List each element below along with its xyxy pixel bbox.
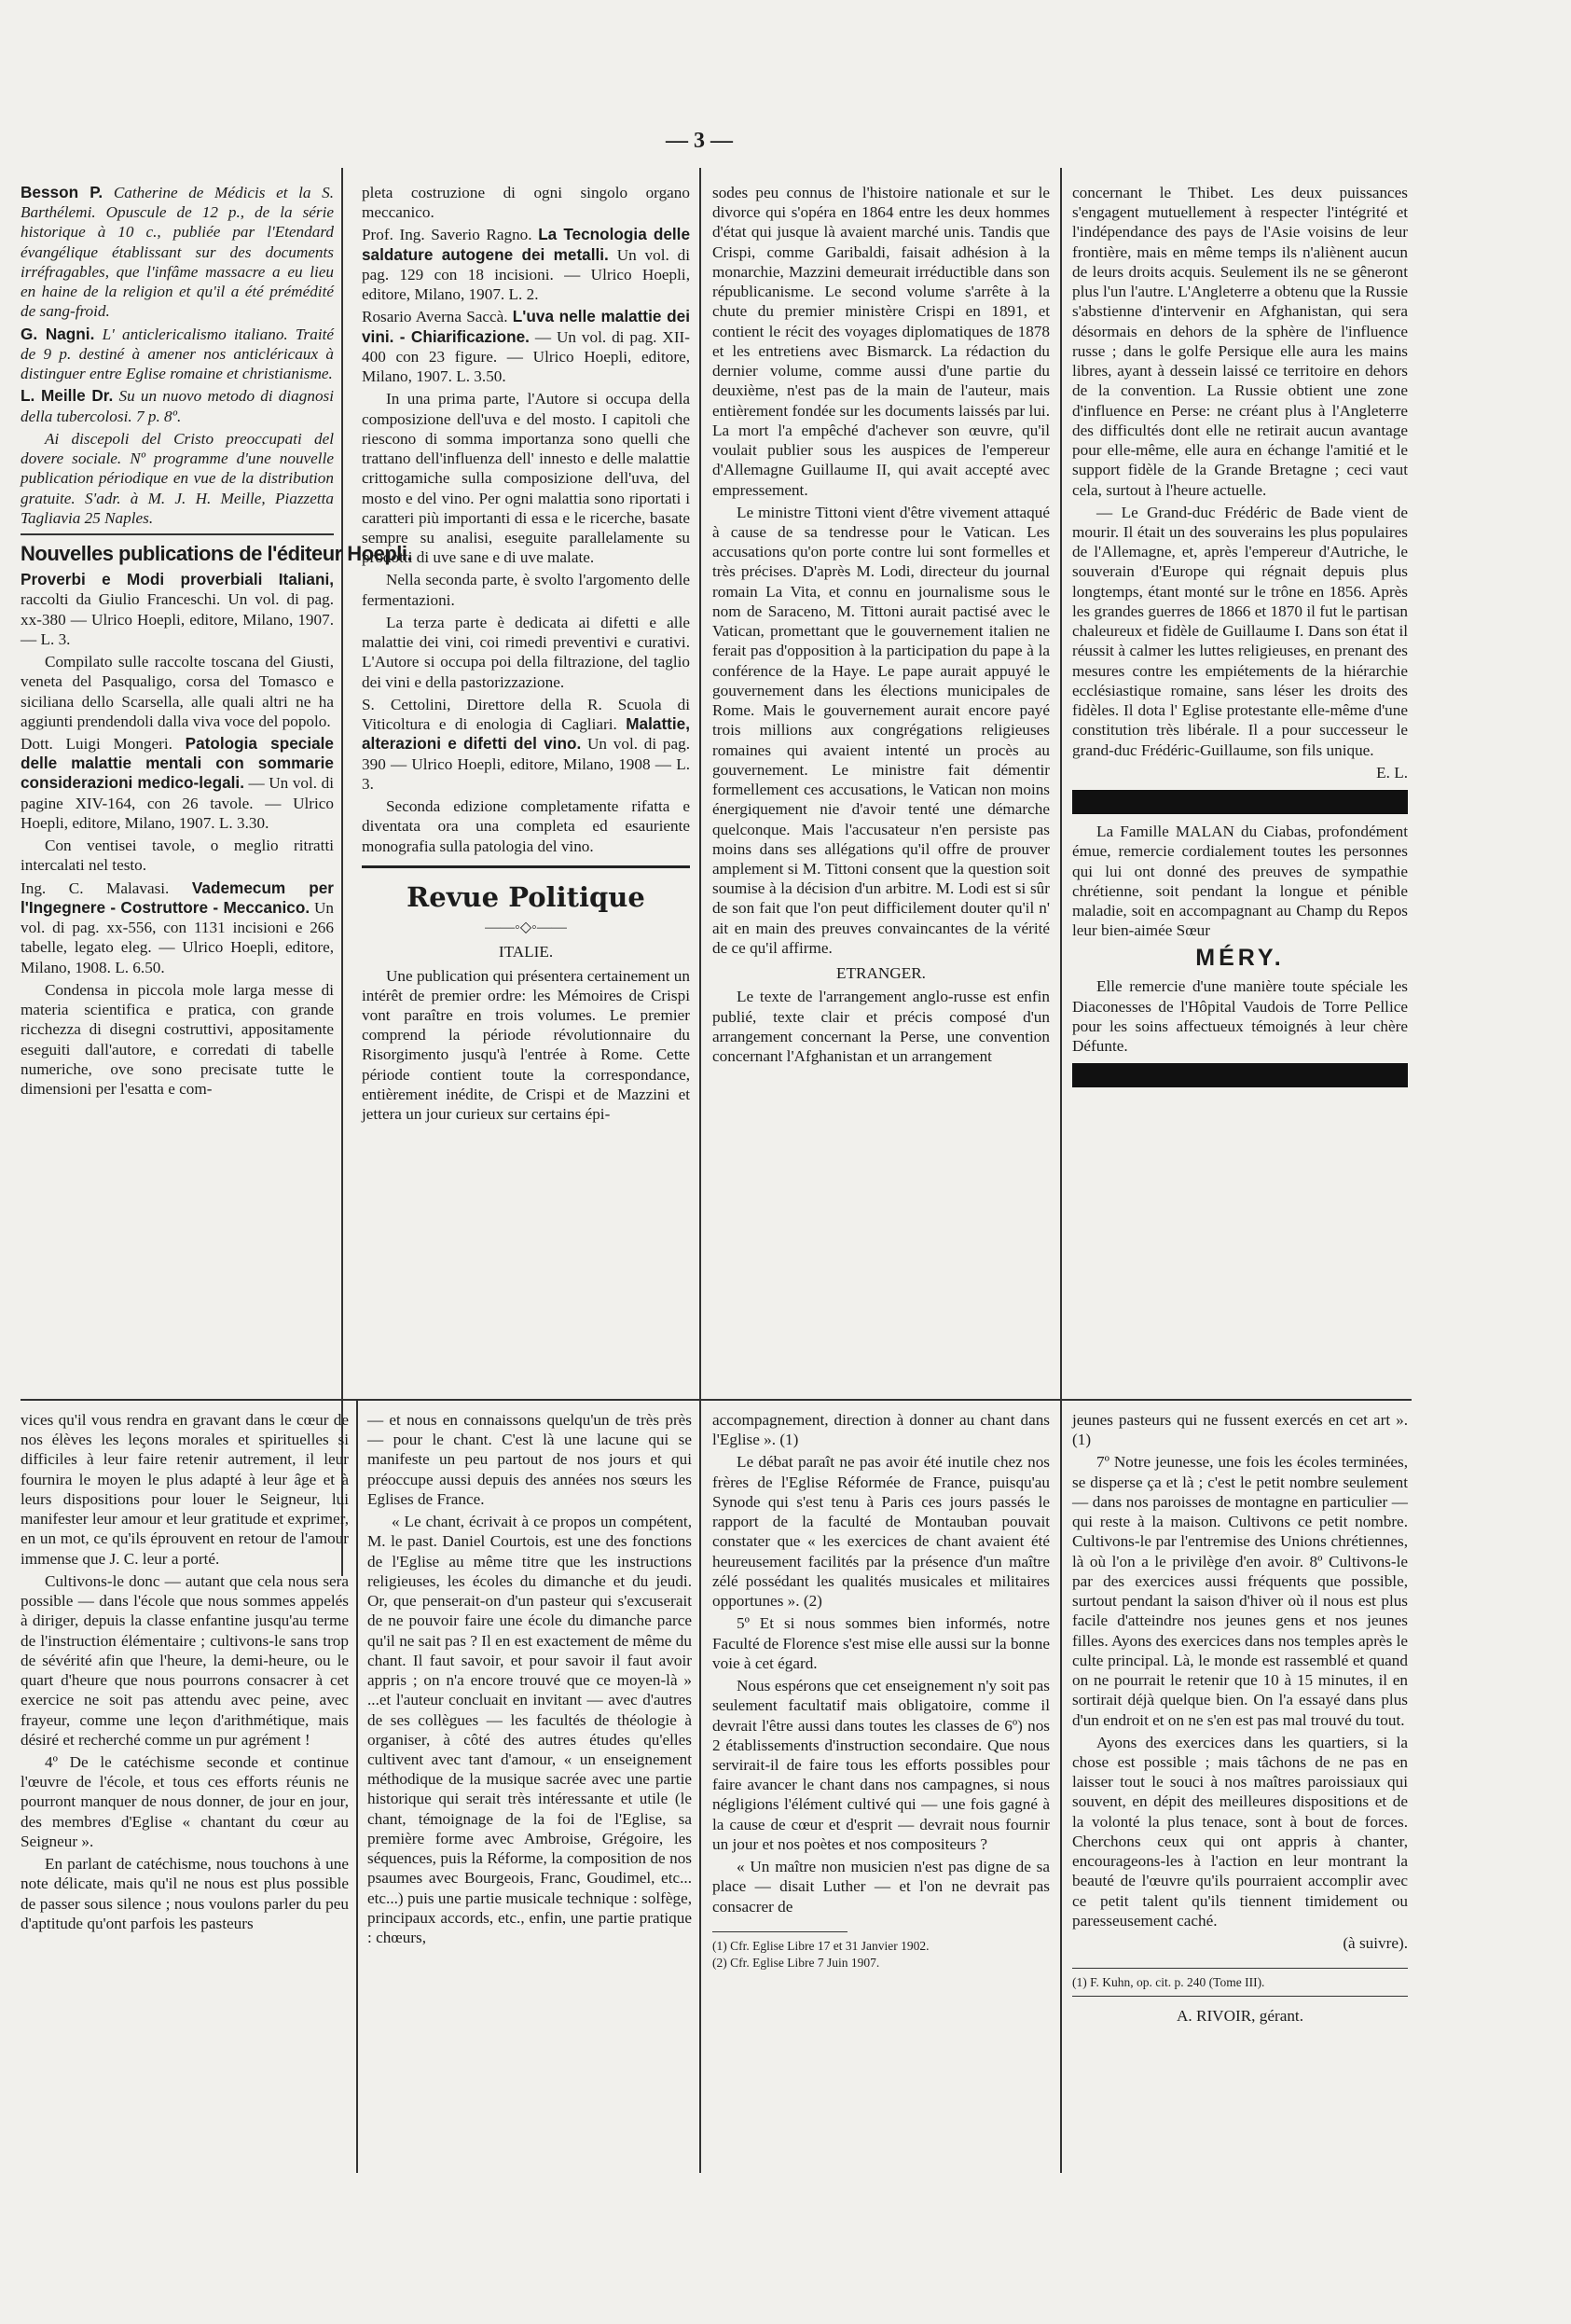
revue-text: Une publication qui présentera certainement un intérêt de premier ordre: les Mémoires de Crispi vont paraître en trois volumes. Le premier comprend la période révolutionnaire du Risorgimento jusqu'à l'entrée à Rome. Cette période contient toute la correspondance, entièrement inédite, de Crispi et de Mazzini et jettera un jour curieux sur certains épi- — [362, 966, 690, 1124]
malavasi-title: Vademecum per l'Ingegnere - Costruttore - Meccanico. — [21, 878, 334, 917]
prima-parte: In una prima parte, l'Autore si occupa della composizione dell'uva e del mosto. I capitoli che riescono di somma importanza sono quelli che trattano dell'influenza dell' innesto e delle malattie crittogamiche sulla composizione dell'uva, del mosto e del vino. Per ogni malattia sono riportati i caratteri più importanti di essa e le ricerche, basate sempre su analisi, eseguite parallelamente su prodotti di uve sane e di uve malate. — [362, 390, 690, 567]
nagni-name: G. Nagni. — [21, 324, 95, 343]
bottom-c1-p2: Cultivons-le donc — autant que cela nous sera possible — dans l'école que nous sommes appelés à diriger, depuis la classe enfantine jusqu'au terme de l'instruction élémentaire ; cultivons-le sans trop de sévérité afin que l'heure, la demi-heure, ou le quart d'heure que nous pourrons consacrer à cet exercice ne soit pas attendu avec peine, avec frayeur, comme une leçon d'arithmétique, mais désiré et recherché comme un pur agrément ! — [21, 1571, 349, 1749]
bottom-c3-p2: Le débat paraît ne pas avoir été inutile chez nos frères de l'Eglise Réformée de France, puisqu'au Synode qui s'est tenu à Paris ces jours passés le rapport de la faculté de Montauban pouvait constater que « les exercices de chant avaient été heureusement facilités par la présence d'un maître zélé possédant les qualités musicales et militaires opportunes ». (2) — [712, 1453, 1050, 1611]
cettolini-text: Un vol. di pag. 390 — Ulrico Hoepli, editore, Milano, 1908 — L. 3. — [362, 735, 691, 793]
besson-text: Catherine de Médicis et la S. Barthélemi. Opuscule de 12 p., de la série historique à 10 c., publiée par l'Etendard évangélique établissant sur des documents irréfragables, que l'infâme massacre a eu lieu en haine de la religion et qu'il a été prémédité de sang-froid. — [21, 184, 334, 321]
footnote-rule — [1072, 1996, 1408, 1997]
meille-text: Su un nuovo metodo di diagnosi della tubercolosi. 7 p. 8º. — [21, 387, 335, 425]
meille-name: L. Meille Dr. — [21, 386, 114, 406]
column-rule — [341, 168, 343, 1576]
footnote-kuhn: (1) F. Kuhn, op. cit. p. 240 (Tome III). — [1072, 1975, 1265, 1990]
etranger-heading: ETRANGER. — [836, 964, 926, 983]
seconda-parte: Nella seconda parte, è svolto l'argomento delle fermentazioni. — [362, 571, 690, 609]
averna-title: L'uva nelle malattie dei vini. - Chiarificazione. — [362, 307, 690, 346]
cettolini-author: S. Cettolini, Direttore della R. Scuola di Viticoltura e di enologia di Cagliari. — [362, 695, 690, 734]
discepoli-text: Ai discepoli del Cristo preoccupati del dovere sociale. Nº programme d'une nouvelle publication périodique en vue de la distribution gratuite. S'adr. à M. J. H. Meille, Piazzetta Tagliavia 25 Naples. — [21, 429, 334, 527]
column-rule — [356, 1399, 358, 2173]
averna-text: — Un vol. di pag. XII-400 con 23 figure. — Ulrico Hoepli, editore, Milano, 1907. L. 3.50. — [362, 327, 690, 386]
bottom-c3-p3: 5º Et si nous sommes bien informés, notre Faculté de Florence s'est mise elle aussi sur la bonne voie à cet égard. — [712, 1614, 1050, 1672]
footnote-rule — [712, 1931, 848, 1932]
italie-heading: ITALIE. — [498, 943, 554, 961]
mongeri-author: Dott. Luigi Mongeri. — [21, 735, 172, 754]
revue-politique-title: Revue Politique — [407, 880, 645, 913]
seconda-edizione: Seconda edizione completamente rifatta e diventata ora una completa ed esauriente monografia sulla patologia del vino. — [362, 797, 690, 855]
ragno-title: La Tecnologia delle saldature autogene dei metalli. — [362, 225, 691, 264]
proverbi-text: raccolti da Giulio Franceschi. Un vol. di pag. xx-380 — Ulrico Hoepli, editore, Milano, 1907. — L. 3. — [21, 590, 334, 648]
column-2-top — [362, 183, 690, 1395]
mongeri-note: Con ventisei tavole, o meglio ritratti intercalati nel testo. — [21, 837, 334, 875]
column-1-top — [21, 183, 413, 1395]
page-number: — 3 — — [666, 129, 733, 153]
footnote-2: (2) Cfr. Eglise Libre 7 Juin 1907. — [712, 1956, 880, 1971]
ornament: ——◦◇◦—— — [485, 919, 567, 935]
bottom-c1-p4: En parlant de catéchisme, nous touchons à une note délicate, mais qu'il ne nous est plus possible de passer sous silence ; nous voulons parler du peu d'aptitude qu'ont parfois les pasteurs — [21, 1855, 349, 1932]
bottom-c4-p3: Ayons des exercices dans les quartiers, si la chose est possible ; mais tâchons de ne pas en laisser tout le souci à nos maîtres paroissiaux qui souvent, en dépit des meilleures dispositions et de la volonté la plus tenace, sont à bout de forces. Cherchons ceux qui ont appris à chanter, encourageons-les à l'action en leur montrant la beauté de l'œuvre qu'ils pourraient accomplir avec ce petit talent qu'ils tiennent timidement ou paresseusement caché. — [1072, 1733, 1408, 1930]
malan-thanks: Elle remercie d'une manière toute spéciale les Diaconesses de l'Hôpital Vaudois de Torre Pellice pour les soins affectueux témoignés à leur chère Défunte. — [1072, 977, 1408, 1056]
ragno-text: Un vol. di pag. 129 con 18 incisioni. — Ulrico Hoepli, editore, Milano, 1907. L. 2. — [362, 245, 691, 304]
cettolini-title: Malattie, alterazioni e difetti del vino. — [362, 714, 691, 754]
bottom-c3-p5: « Un maître non musicien n'est pas digne de sa place — disait Luther — et l'on ne devrait pas consacrer de — [712, 1858, 1050, 1916]
bottom-column-3 — [712, 1410, 1050, 2175]
bottom-c3-p4: Nous espérons que cet enseignement n'y soit pas seulement facultatif mais obligatoire, comme il devrait l'être aussi dans toutes les classes de 6º) nos 2 établissements d'instruction secondaire. Que nous servirait-il de faire tous les efforts possibles pour faire avancer le chant dans nos campagnes, si nous négligions l'élément cultivé qui — une fois gagné à la cause de cœur et d'esprit — devrait nous fournir un jour et nos poètes et nos compositeurs ? — [712, 1677, 1050, 1853]
bottom-c2-p2: « Le chant, écrivait à ce propos un compétent, M. le past. Daniel Courtois, est une des fonctions de l'Eglise au même titre que les instructions religieuses, les écoles du dimanche et du jeudi. Or, que penserait-on d'un pasteur qui s'excuserait de ne pouvoir faire une école du dimanche parce qu'il ne sait pas ? Il en est exactement de même du chant. Il faut savoir, et pour savoir il faut avoir appris ; on n'a encore trouvé que ce moyen-là » ...et l'auteur concluait en invitant — avec d'autres de ses collègues — les facultés de théologie à organiser, à côté des autres études qu'elles cultivent avec tant d'amour, « un enseignement méthodique de la musique sacrée avec une partie historique qui serait très intéressante et utile (le chant, témoignage de la foi de l'Eglise, sa première forme avec Ambroise, Grégoire, les séquences, puis la Réforme, la composition de nos psaumes avec Bourgeois, Franc, Goudimel, etc... etc...) puis une partie musicale technique : solfège, principaux accords, etc., enfin, une partie pratique : chœurs, — [367, 1513, 692, 1947]
divider — [362, 865, 690, 868]
footnote-rule — [1072, 1968, 1408, 1969]
bottom-c4-p2: 7º Notre jeunesse, une fois les écoles terminées, se disperse ça et là ; c'est le petit nombre seulement — dans nos paroisses de montagne en particulier — qui reste à la maison. Cultivons ce petit nombre. Cultivons-le par l'entremise des Unions chrétiennes, là où l'on a le privilège d'en avoir. 8º Cultivons-le par des exercices aussi fréquents que possible, surtout pendant la saison d'hiver où il nous est plus facile d'atteindre nos jeunes gens et nos jeunes filles. Ayons des exercices dans nos temples après le culte principal. Là, le monde est rassemblé et quand on ne pourrait le retenir que 10 à 15 minutes, il en sortirait déjà quelque bien. On l'a essayé dans plus d'un endroit et on ne s'en est pas mal trouvé du tout. — [1072, 1453, 1408, 1729]
column-3-top — [712, 183, 1050, 1395]
crispi-text: sodes peu connus de l'histoire nationale et sur le divorce qui s'opéra en 1864 entre les deux hommes d'état qui jusque là avaient marché unis. Tandis que Crispi, comme Garibaldi, faisait adhésion à la monarchie, Mazzini demeurait irréductible dans son républicanisme. Le second volume s'arrête à la chute du premier ministère Crispi en 1891, et contient le récit des voyages diplomatiques de 1878 et les entretiens avec Bismarck. La rédaction du dernier volume, comme aussi d'une partie du deuxième, n'est pas de la main de l'auteur, mais entièrement fondée sur les documents laissés par lui. La mort l'a empêché d'achever son œuvre, qu'il voulait publier sous les auspices de l'empereur d'Allemagne Guillaume II, qui avait accepté avec empressement. — [712, 184, 1050, 499]
bottom-c4-p1: jeunes pasteurs qui ne fussent exercés en cet art ». (1) — [1072, 1411, 1408, 1449]
bottom-column-4 — [1072, 1410, 1408, 2175]
black-band — [1072, 1063, 1408, 1087]
black-band — [1072, 790, 1408, 814]
bottom-c3-p1: accompagnement, direction à donner au chant dans l'Eglise ». (1) — [712, 1411, 1050, 1449]
column-rule — [1060, 168, 1062, 2173]
proverbi-title: Proverbi e Modi proverbiali Italiani, — [21, 570, 334, 589]
terza-parte: La terza parte è dedicata ai difetti e alle malattie dei vini, coi rimedi preventivi e curativi. L'Autore si occupa poi della filtrazione, del taglio dei vini e della pastorizzazione. — [362, 613, 690, 691]
malavasi-note: Condensa in piccola mole larga messe di materia scientifica e pratica, con grande ricchezza di disegni costruttivi, appositamente eseguiti dall'autore, e corredati di tabelle numeriche, ove sono precisate tutte le dimensioni per l'esatta e com- — [21, 980, 334, 1098]
malavasi-text: Un vol. di pag. xx-556, con 1131 incisioni e 266 tabelle, legato eleg. — Ulrico Hoepli, editore, Milano, 1908. L. 6.50. — [21, 898, 335, 976]
mongeri-title: Patologia speciale delle malattie mentali con sommarie considerazioni medico-legali. — [21, 734, 334, 793]
proverbi-note: Compilato sulle raccolte toscana del Giusti, veneta del Pasqualigo, corsa del Tomasco e siciliana dello Scarsella, alle quali altri ne ha aggiunti prendendoli dalla viva voce del popolo. — [21, 653, 334, 730]
malan-notice: La Famille MALAN du Ciabas, profondément émue, remercie cordialement toutes les personnes qui lui ont donné des preuves de sympathie chrétienne, soit pendant la longue et pénible maladie, soit en accompagnant au Champ du Repos leur bien-aimée Sœur — [1072, 823, 1408, 940]
bottom-column-2 — [367, 1410, 692, 2175]
mongeri-text: — Un vol. di pagine XIV-164, con 26 tavole. — Ulrico Hoepli, editore, Milano, 1907. L. 3.30. — [21, 774, 334, 832]
section-rule — [21, 1399, 1412, 1401]
tittoni-text: Le ministre Tittoni vient d'être vivement attaqué à cause de sa tendresse pour le Vatican. Les accusations qu'on porte contre lui sont formelles et très précises. D'après M. Lodi, directeur du journal romain La Vita, et connu en journalisme sous le nom de Saraceno, M. Tittoni aurait pactisé avec le Vatican, promettant que le gouvernement italien ne ferait pas d'opposition à la participation du pape à la conférence de la Haye. Le pape aurait appuyé le gouvernement dans les élections municipales de Rome. Mais le gouvernement aurait encore payé trois millions aux congrégations religieuses romaines qui avaient intenté un procès au gouvernement. Le ministre fait démentir formellement ces accusations, le Vatican non moins énergiquement nie d'avoir tenté une démarche quelconque. Mais l'accusateur n'en persiste pas moins dans ses allégations qu'il offre de prouver amplement si M. Tittoni consent que la question soit soumise à la décision d'un arbitre. M. Lodi est si sûr de son fait que l'on peut difficilement douter qu'il n' ait en main des preuves convaincantes de la vérité de ce qu'il affirme. — [712, 503, 1050, 957]
bottom-c2-p1: — et nous en connaissons quelqu'un de très près — pour le chant. C'est là une lacune qui se manifeste un peu partout de nos jours et qui préoccupe aussi depuis des années nos sœurs les Eglises de France. — [367, 1411, 692, 1508]
bottom-c1-p3: 4º De le catéchisme seconde et continue l'œuvre de l'école, et tous ces efforts réunis ne pourront manquer de nous donner, de jour en jour, des membres d'Eglise « chantant du cœur au Seigneur ». — [21, 1752, 349, 1850]
besson-name: Besson P. — [21, 183, 103, 201]
a-suivre: (à suivre). — [1343, 1934, 1408, 1953]
nagni-text: L' anticlericalismo italiano. Traité de 9 p. destiné à amener nos anticléricaux à distinguer entre Eglise romaine et christianisme. — [21, 325, 334, 383]
hoepli-section-title: Nouvelles publications de l'éditeur Hoepli. — [21, 541, 413, 565]
footnote-1: (1) Cfr. Eglise Libre 17 et 31 Janvier 1902. — [712, 1938, 930, 1953]
signature-el: E. L. — [1376, 763, 1408, 782]
anglo-russe-text: Le texte de l'arrangement anglo-russe est enfin publié, texte clair et précis composé d'un arrangement concernant la Perse, une convention concernant l'Afghanistan et un arrangement — [712, 988, 1050, 1066]
ragno-author: Prof. Ing. Saverio Ragno. — [362, 226, 532, 244]
gerant: A. RIVOIR, gérant. — [1176, 2006, 1304, 2025]
bade-text: — Le Grand-duc Frédéric de Bade vient de mourir. Il était un des souverains les plus populaires de l'Allemagne, et, après l'empereur d'Autriche, le souverain d'Europe qui régnait depuis plus longtemps, étant monté sur le trône en 1856. Après les grandes guerres de 1866 et 1870 il fut le partisan chaleureux et fidèle de Guillaume I. Dans son état il réussit à calmer les luttes religieuses, en prenant des mesures contre les empiétements de la hiérarchie ecclésiastique romaine, sans léser les droits des fidèles. Il dota l' Eglise protestante elle-même d'une constitution très libérale. Il a pour successeur le grand-duc Frédéric-Guillaume, son fils unique. — [1072, 503, 1408, 759]
bottom-column-1 — [21, 1410, 349, 2175]
mery-name: MÉRY. — [1195, 945, 1285, 972]
thibet-text: concernant le Thibet. Les deux puissances s'engagent mutuellement à respecter l'intégrité et l'indépendance des pays de l'Asie voisins de leur frontière, mais en même temps ils n'aliènent aucun de leurs droits acquis. Seulement ils ne se gêneront plus l'un l'autre. L'Angleterre a obtenu que la Russie s'abstienne d'intervenir en Afghanistan, qui sera désormais en dehors de la sphère de l'influence russe ; dans le golfe Persique elle aura les mains libres, ayant à dessein laissé ce territoire en dehors de la convention. La Russie obtient une zone d'influence en Perse: ne créant plus à l'Angleterre des difficultés dont elle ne retirait aucun avantage pour elle-même, elle aura en échange l'amitié et le support fidèle de la Grande Bretagne ; ceci vaut cela, surtout à l'heure actuelle. — [1072, 184, 1408, 499]
bottom-c1-p1: vices qu'il vous rendra en gravant dans le cœur de nos élèves les leçons morales et spirituelles si difficiles à leur faire retenir autrement, il leur fournira le moyen le plus adapté à leur âge et à leurs dispositions pour louer le Seigneur, lui manifester leur amour et leur gratitude et exprimer, en un mot, ce qu'ils éprouvent en retour de l'amour immense que J. C. leur a porté. — [21, 1411, 349, 1568]
column-rule — [699, 168, 701, 2173]
divider — [21, 533, 334, 535]
malavasi-cont: pleta costruzione di ogni singolo organo meccanico. — [362, 184, 690, 222]
averna-author: Rosario Averna Saccà. — [362, 308, 508, 326]
column-4-top — [1072, 183, 1408, 1395]
malavasi-author: Ing. C. Malavasi. — [21, 878, 170, 897]
